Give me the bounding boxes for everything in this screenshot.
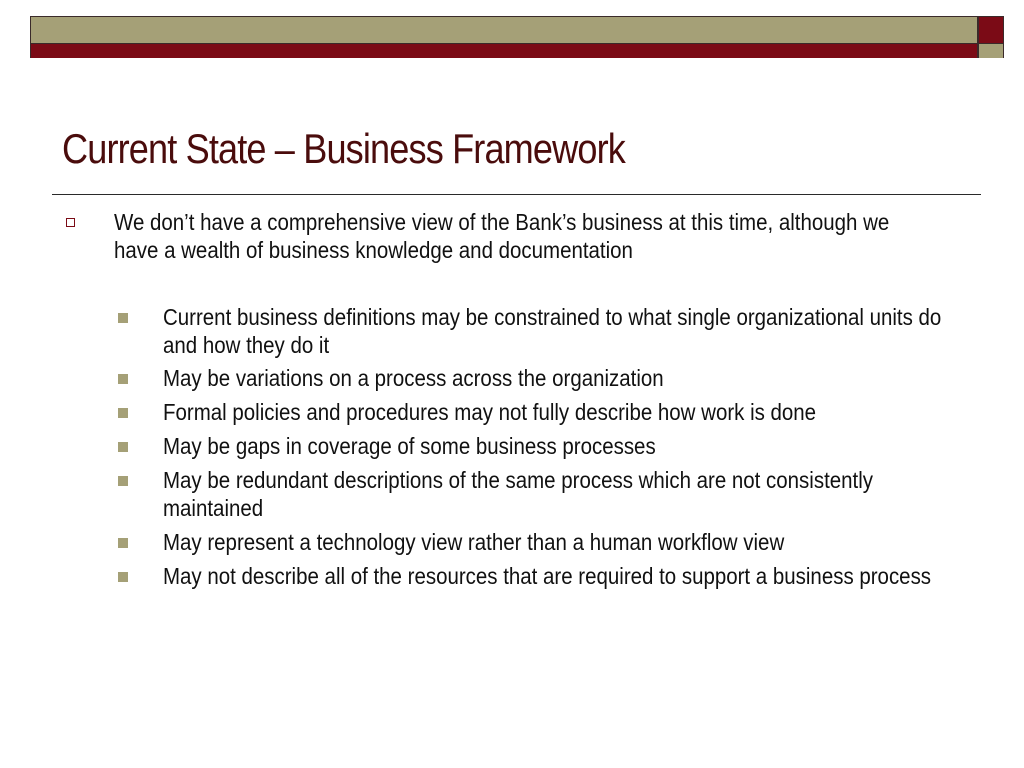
sub-bullet-text: May be variations on a process across the organization [163,365,664,391]
hollow-square-bullet-icon [66,218,75,227]
sub-bullet-text: May be redundant descriptions of the same process which are not consistently maintained [163,467,874,521]
sub-bullet-text: May be gaps in coverage of some business processes [163,433,656,459]
slide-title: Current State – Business Framework [62,125,625,172]
filled-square-bullet-icon [118,442,128,452]
sub-bullet-text: May represent a technology view rather than a human workflow view [163,529,785,555]
sub-bullet-text: Current business definitions may be constrained to what single organizational units do and how they do it [163,304,942,358]
sub-bullet-text: Formal policies and procedures may not fully describe how work is done [163,399,817,425]
filled-square-bullet-icon [118,374,128,384]
filled-square-bullet-icon [118,538,128,548]
filled-square-bullet-icon [118,476,128,486]
filled-square-bullet-icon [118,572,128,582]
filled-square-bullet-icon [118,313,128,323]
sub-bullet-text: May not describe all of the resources that are required to support a business process [163,563,932,589]
filled-square-bullet-icon [118,408,128,418]
main-bullet-text: We don’t have a comprehensive view of the Bank’s business at this time, although we have a wealth of business knowledge and documentation [114,209,890,263]
